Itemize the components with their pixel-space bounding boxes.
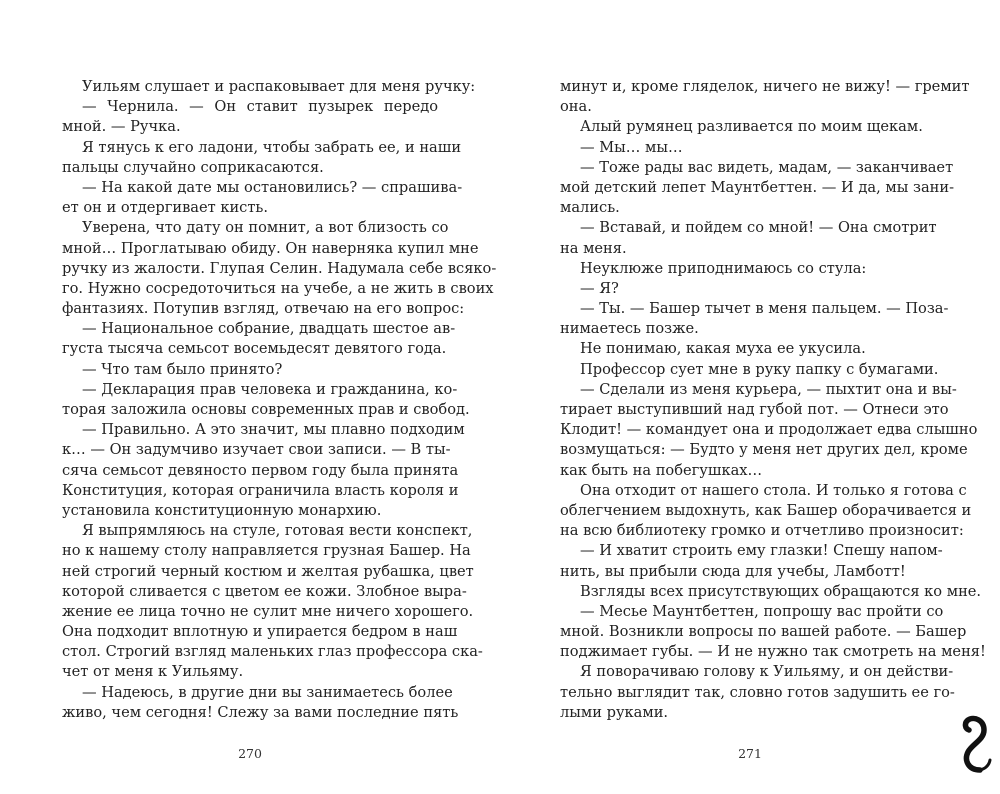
text-line: — Мы… мы…	[580, 138, 683, 156]
text-line: — Месье Маунтбеттен, попрошу вас пройти со	[580, 602, 944, 620]
text-line: — И хватит строить ему глазки! Спешу напом-	[580, 542, 943, 560]
text-line: Уильям слушает и распаковывает для меня ручку:	[82, 78, 476, 95]
text-line: Я тянусь к его ладони, чтобы забрать ее, и наши	[82, 138, 462, 156]
text-line: — Ты. — Башер тычет в меня пальцем. — Поза-	[580, 300, 949, 318]
text-line: Клодит! — командует она и продолжает едва слышно	[560, 421, 978, 439]
text-line: минут и, кроме гляделок, ничего не вижу! — гремит	[560, 78, 970, 95]
text-line: мной… Проглатываю обиду. Он наверняка купил мне	[62, 239, 479, 257]
text-line: Я поворачиваю голову к Уильяму, и он действи-	[580, 663, 954, 681]
text-line: Она подходит вплотную и упирается бедром в наш	[62, 623, 458, 641]
text-line: ет он и отдергивает кисть.	[62, 199, 269, 217]
text-line: Конституция, которая ограничила власть короля и	[62, 481, 459, 499]
left-page-text	[62, 77, 497, 723]
text-line: на меня.	[560, 239, 627, 257]
text-line: фантазиях. Потупив взгляд, отвечаю на его вопрос:	[62, 300, 465, 318]
text-line: густа тысяча семьсот восемьдесят девятого года.	[62, 340, 447, 358]
swan-logo-icon	[958, 712, 994, 778]
text-line: пальцы случайно соприкасаются.	[62, 158, 324, 176]
text-line: мой детский лепет Маунтбеттен. — И да, мы зани-	[560, 178, 955, 196]
text-line: Профессор сует мне в руку папку с бумагами.	[580, 360, 939, 378]
text-line: мной. Возникли вопросы по вашей работе. — Башер	[560, 623, 967, 641]
text-line: Взгляды всех присутствующих обращаются ко мне.	[580, 582, 982, 600]
text-line: тельно выглядит так, словно готов задушить ее го-	[560, 683, 955, 701]
text-line: как быть на побегушках…	[560, 461, 763, 479]
text-line: — Сделали из меня курьера, — пыхтит она и вы-	[580, 380, 957, 398]
text-line: нить, вы прибыли сюда для учебы, Ламботт!	[560, 562, 906, 580]
text-line: к… — Он задумчиво изучает свои записи. — В ты-	[62, 441, 451, 459]
text-line: ней строгий черный костюм и желтая рубашка, цвет	[62, 562, 474, 580]
text-line: на всю библиотеку громко и отчетливо произносит:	[560, 522, 964, 540]
text-line: торая заложила основы современных прав и свобод.	[62, 401, 470, 418]
text-line: возмущаться: — Будто у меня нет других дел, кроме	[560, 441, 968, 459]
text-line: но к нашему столу направляется грузная Башер. На	[62, 542, 471, 560]
text-line: — Национальное собрание, двадцать шестое ав-	[82, 320, 456, 338]
text-line: — Я?	[580, 279, 619, 297]
text-line: ручку из жалости. Глупая Селин. Надумала себе всяко-	[62, 259, 497, 277]
text-line: лыми руками.	[560, 703, 669, 721]
text-line: го. Нужно сосредоточиться на учебе, а не жить в своих	[62, 279, 494, 297]
text-line: установила конституционную монархию.	[62, 501, 382, 519]
text-line: которой сливается с цветом ее кожи. Злобное выра-	[62, 582, 467, 600]
text-line: поджимает губы. — И не нужно так смотреть на меня!	[560, 643, 986, 661]
text-line: она.	[560, 98, 592, 116]
text-line: — Что там было принято?	[82, 360, 283, 378]
page-number: 271	[738, 746, 762, 761]
text-line: — Декларация прав человека и гражданина, ко-	[82, 380, 458, 398]
text-line: Неуклюже приподнимаюсь со стула:	[580, 259, 867, 277]
text-line: живо, чем сегодня! Слежу за вами последние пять	[62, 703, 459, 721]
text-line: — На какой дате мы остановились? — спрашива-	[82, 178, 463, 196]
text-line: — Чернила. — Он ставит пузырек передо	[82, 98, 438, 116]
text-line: Не понимаю, какая муха ее укусила.	[580, 340, 866, 358]
text-line: мались.	[560, 199, 620, 217]
text-line: — Правильно. А это значит, мы плавно подходим	[82, 421, 465, 439]
text-line: облегчением выдохнуть, как Башер оборачивается и	[560, 501, 972, 519]
text-line: стол. Строгий взгляд маленьких глаз профессора ска-	[62, 643, 483, 661]
text-line: Я выпрямляюсь на стуле, готовая вести конспект,	[82, 522, 473, 540]
text-line: сяча семьсот девяносто первом году была принята	[62, 461, 459, 479]
text-line: — Вставай, и пойдем со мной! — Она смотрит	[580, 219, 937, 237]
text-line: Уверена, что дату он помнит, а вот близость со	[82, 219, 449, 237]
text-line: тирает выступивший над губой пот. — Отнеси это	[560, 401, 949, 418]
right-page	[500, 0, 1000, 794]
text-line: жение ее лица точно не сулит мне ничего хорошего.	[62, 602, 474, 620]
text-line: чет от меня к Уильяму.	[62, 663, 244, 681]
text-line: — Тоже рады вас видеть, мадам, — заканчивает	[580, 158, 954, 176]
right-page-text	[560, 77, 986, 723]
text-line: Она отходит от нашего стола. И только я готова с	[580, 481, 967, 499]
text-line: — Надеюсь, в другие дни вы занимаетесь более	[82, 683, 453, 701]
page-number: 270	[238, 746, 262, 761]
text-line: нимаетесь позже.	[560, 320, 699, 338]
text-line: мной. — Ручка.	[62, 118, 181, 136]
text-line: Алый румянец разливается по моим щекам.	[580, 118, 923, 136]
